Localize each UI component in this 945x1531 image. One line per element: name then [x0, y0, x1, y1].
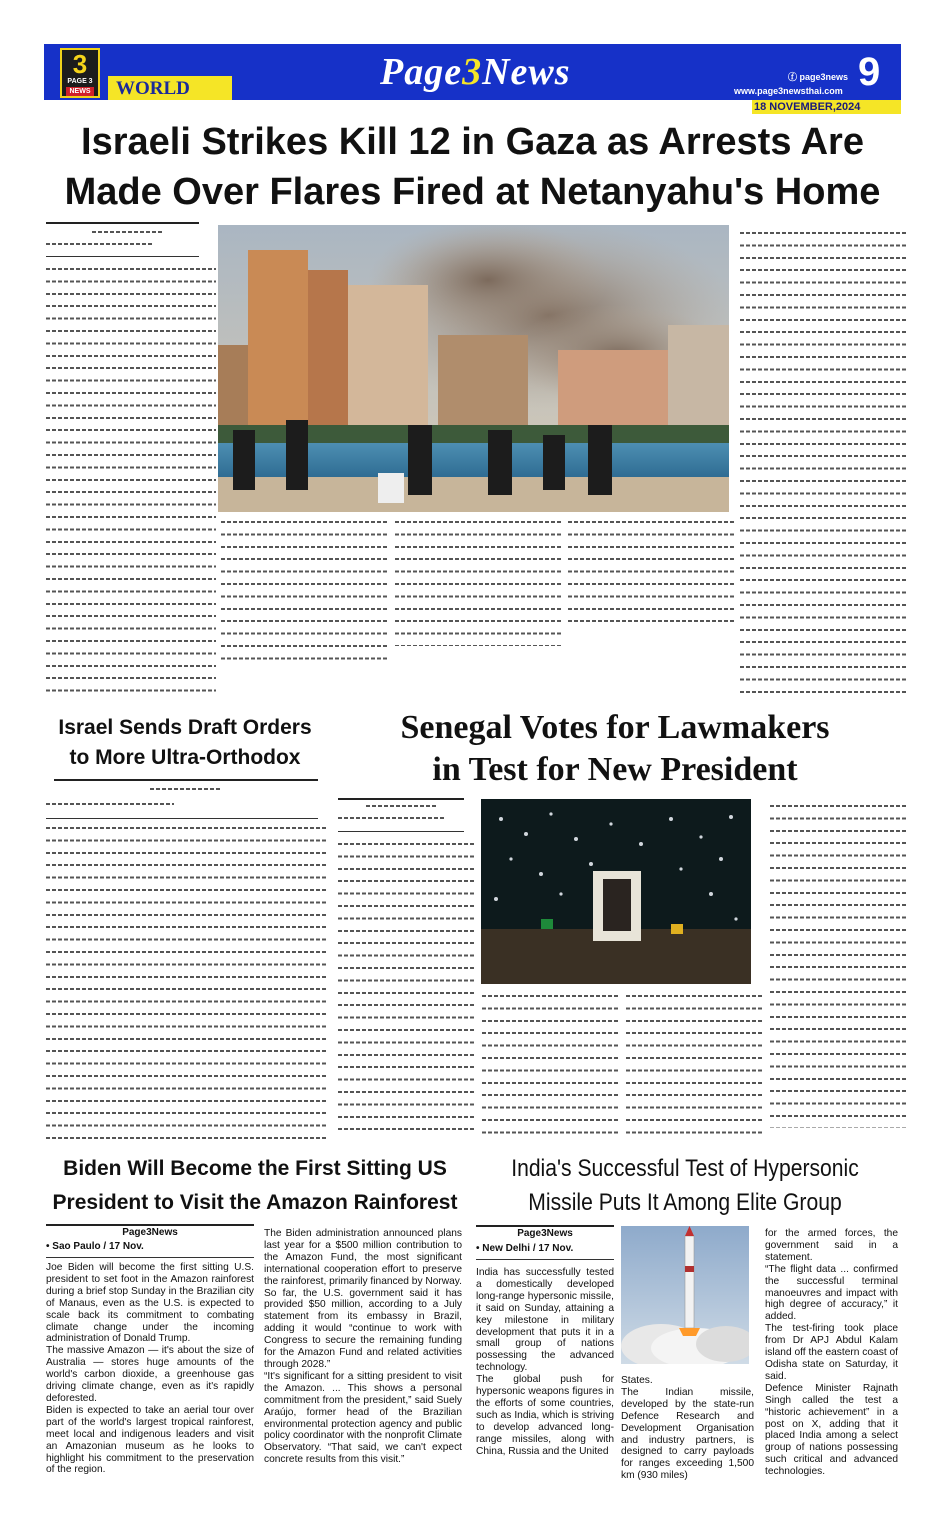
website-url: www.page3newsthai.com [734, 86, 843, 96]
india-col2 [621, 1375, 754, 1482]
lead-photo [218, 225, 729, 512]
israel-dateline-rule [46, 818, 318, 819]
brand-pre: Page [380, 51, 463, 93]
india-col1 [476, 1267, 614, 1458]
page3-logo [60, 48, 100, 98]
section-label: WORLD [116, 78, 190, 99]
lead-text-col1 [46, 263, 216, 693]
biden-dateline: • Sao Paulo / 17 Nov. [46, 1241, 144, 1252]
senegal-dateline-rule [338, 831, 464, 832]
biden-col2 [264, 1228, 462, 1466]
senegal-headline-line1: Senegal Votes for Lawmakers [400, 709, 830, 746]
biden-dateline-rule [46, 1257, 254, 1258]
lead-text-col5 [740, 227, 908, 697]
dateline-placeholder [46, 238, 154, 250]
paragraph: States. [621, 1375, 653, 1386]
senegal-byline-placeholder [366, 800, 438, 812]
byline-placeholder [92, 226, 164, 238]
senegal-text-col2 [482, 990, 618, 1140]
lead-text-col3 [395, 516, 563, 646]
brand-post: News [482, 51, 571, 93]
paragraph: The test-firing took place from Dr APJ Abdul Kalam island off the eastern coast of Odisha state on Saturday, it said. [765, 1323, 898, 1382]
israel-headline-line1: Israel Sends Draft Orders [58, 716, 312, 739]
biden-source-rule [46, 1224, 254, 1226]
brand-num: 3 [462, 51, 483, 93]
paragraph: The Indian missile, developed by the state-run Defence Research and Development Organisation and industry partners, is designed to carry payloads for ranges exceeding 1,500 km (930 miles) [621, 1386, 754, 1482]
paragraph: The massive Amazon — it's about the size of Australia — stores huge amounts of the world's carbon dioxide, a greenhouse gas driving climate change, even as it's rapidly deforested. [46, 1345, 254, 1404]
india-headline-line1: India's Successful Test of Hypersonic [511, 1155, 859, 1182]
israel-dateline-placeholder [46, 798, 174, 810]
israel-headline-rule [54, 779, 318, 781]
lead-text-col2 [221, 516, 389, 661]
paragraph: So far, the U.S. government said it has provided $50 million, according to a July statement from its embassy in Brazil, adding it would “continue to work with Congress to secure the remaining funding for the Amazon Fund and related activities through 2028.” [264, 1287, 462, 1370]
paragraph: Defence Minister Rajnath Singh called the test a “historic achievement” in a post on X, adding that it placed India among a select group of nations possessing such critical and advanced technologies. [765, 1382, 898, 1478]
lead-text-col4 [568, 516, 736, 631]
senegal-photo [481, 799, 751, 984]
india-col3 [765, 1228, 898, 1478]
paragraph: The Biden administration announced plans last year for a $500 million contribution to the Amazon Fund, the most significant international cooperation effort to preserve the rainforest, primarily financed by Norway. [264, 1228, 462, 1287]
dateline-rule [46, 256, 199, 257]
paragraph: India has successfully tested a domestically developed long-range hypersonic missile, it said on Sunday, attaining a key milestone in military development that puts it in a small group of nations possessing the advanced technology. [476, 1267, 614, 1374]
logo-number: 3 [72, 49, 88, 79]
india-source: Page3News [517, 1228, 573, 1239]
lead-headline-line2: Made Over Flares Fired at Netanyahu's Home [64, 171, 881, 213]
rally-crowd-photo [481, 799, 751, 984]
social-handle: ⓕ page3news [788, 72, 849, 82]
india-dateline: • New Delhi / 17 Nov. [476, 1243, 574, 1254]
logo-news-tag: NEWS [66, 87, 94, 96]
brand-title [380, 50, 571, 94]
biden-source: Page3News [122, 1227, 178, 1238]
senegal-dateline-placeholder [338, 812, 446, 824]
india-source-rule [476, 1225, 614, 1227]
paragraph: “It's significant for a sitting president to visit the Amazon. ... This shows a personal commitment from the president,” said Suely Araújo, former head of the Brazilian environmental protection agency and public policy coordinator with the nonprofit Climate Observatory. “That said, we can't expect concrete results from this visit.” [264, 1370, 462, 1466]
biden-headline-line2: President to Visit the Amazon Rainforest [52, 1191, 458, 1214]
paragraph: Joe Biden will become the first sitting U.S. president to set foot in the Amazon rainforest during a brief stop Sunday in the Brazilian city of Manaus, even as the U.S. is expected to scale back its commitment to combating climate change under the incoming administration of Donald Trump. [46, 1262, 254, 1345]
biden-col1 [46, 1262, 254, 1476]
gaza-strike-photo [218, 225, 729, 512]
senegal-text-col4 [770, 800, 906, 1128]
byline-rule [46, 222, 199, 224]
india-photo [621, 1226, 749, 1364]
paragraph: “The flight data ... confirmed the successful terminal manoeuvres and impact with high degree of accuracy,” it added. [765, 1263, 898, 1323]
israel-byline-placeholder [150, 783, 222, 795]
senegal-text-col3 [626, 990, 762, 1140]
israel-text [46, 822, 326, 1142]
paragraph: Biden is expected to take an aerial tour over part of the world's largest tropical rainforest, meet local and indigenous leaders and visit an Amazonian museum as he looks to highlight his commitment to the preservation of the region. [46, 1404, 254, 1476]
paragraph: for the armed forces, the government said in a statement. [765, 1228, 898, 1263]
senegal-text-col1 [338, 838, 474, 1140]
page-number: 9 [858, 50, 881, 94]
biden-headline-line1: Biden Will Become the First Sitting US [63, 1157, 447, 1180]
lead-headline-line1: Israeli Strikes Kill 12 in Gaza as Arrests Are [81, 121, 864, 163]
india-headline-line2: Missile Puts It Among Elite Group [528, 1189, 842, 1216]
missile-launch-photo [621, 1226, 749, 1364]
senegal-headline-line2: in Test for New President [432, 751, 798, 788]
india-dateline-rule [476, 1259, 614, 1260]
israel-headline-line2: to More Ultra-Orthodox [69, 746, 301, 769]
issue-date: 18 NOVEMBER,2024 [754, 101, 861, 113]
logo-subtitle: PAGE 3 [67, 78, 93, 85]
paragraph: The global push for hypersonic weapons figures in the efforts of some countries, such as India, which is striving to develop advanced long-range missiles, along with China, Russia and the United [476, 1374, 614, 1457]
